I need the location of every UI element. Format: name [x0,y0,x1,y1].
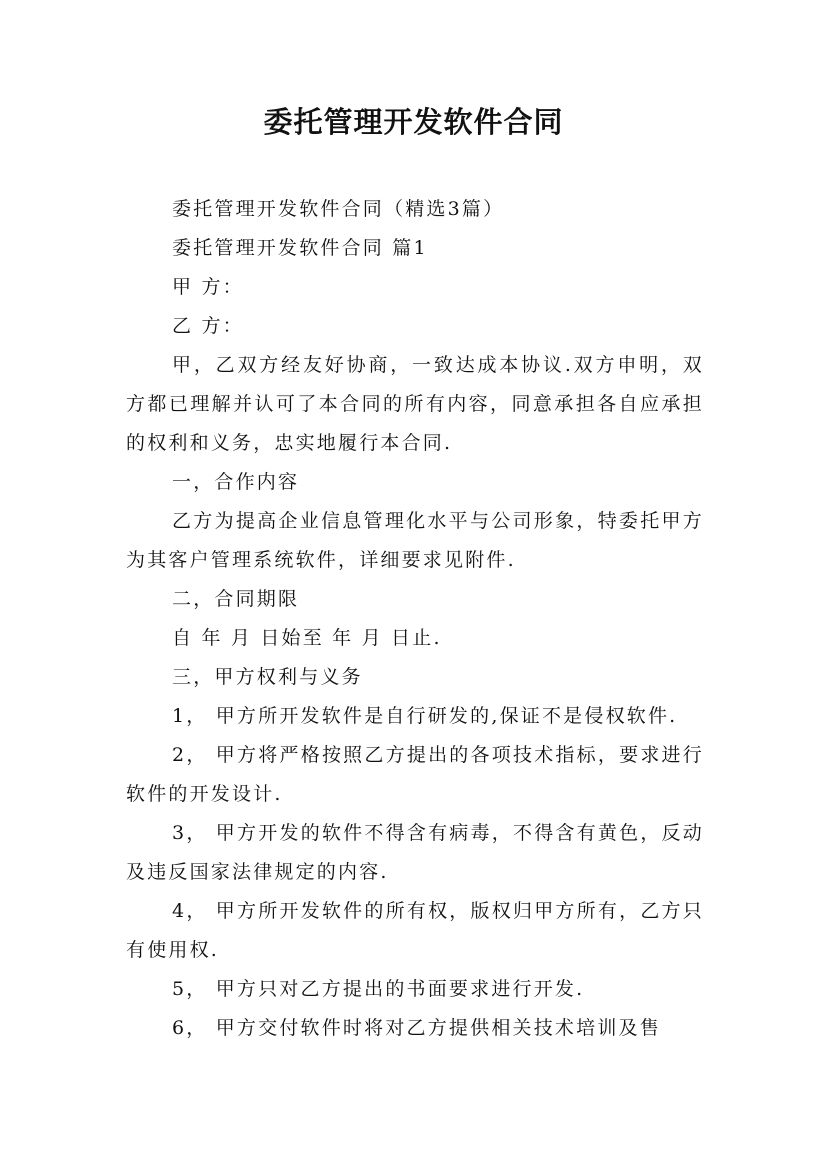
document-body [126,190,704,1048]
paragraph-section-heading: 委托管理开发软件合同 篇1 [172,237,428,259]
paragraph-clause-1: 1， 甲方所开发软件是自行研发的,保证不是侵权软件. [172,705,678,727]
paragraph-clause-6: 6， 甲方交付软件时将对乙方提供相关技术培训及售 [172,1017,661,1039]
paragraph-subtitle: 委托管理开发软件合同（精选3篇） [172,198,505,220]
paragraph-party-a: 甲 方： [172,276,244,298]
paragraph-preamble: 甲，乙双方经友好协商，一致达成本协议.双方申明，双方都已理解并认可了本合同的所有内容，同意承担各自应承担的权利和义务，忠实地履行本合同. [126,354,704,454]
paragraph-heading-cooperation: 一，合作内容 [172,471,300,493]
paragraph-heading-rights: 三，甲方权利与义务 [172,666,363,688]
paragraph-heading-term: 二，合同期限 [172,588,300,610]
paragraph-clause-5: 5， 甲方只对乙方提出的书面要求进行开发. [172,978,585,1000]
paragraph-term: 自 年 月 日始至 年 月 日止. [172,627,442,649]
paragraph-clause-2: 2， 甲方将严格按照乙方提出的各项技术指标，要求进行软件的开发设计. [126,744,704,805]
document-title: 委托管理开发软件合同 [263,105,564,139]
paragraph-party-b: 乙 方： [172,315,244,337]
paragraph-cooperation: 乙方为提高企业信息管理化水平与公司形象，特委托甲方为其客户管理系统软件，详细要求见附件. [126,510,704,571]
paragraph-clause-4: 4， 甲方所开发软件的所有权，版权归甲方所有，乙方只有使用权. [126,900,704,961]
paragraph-clause-3: 3， 甲方开发的软件不得含有病毒，不得含有黄色，反动及违反国家法律规定的内容. [126,822,704,883]
